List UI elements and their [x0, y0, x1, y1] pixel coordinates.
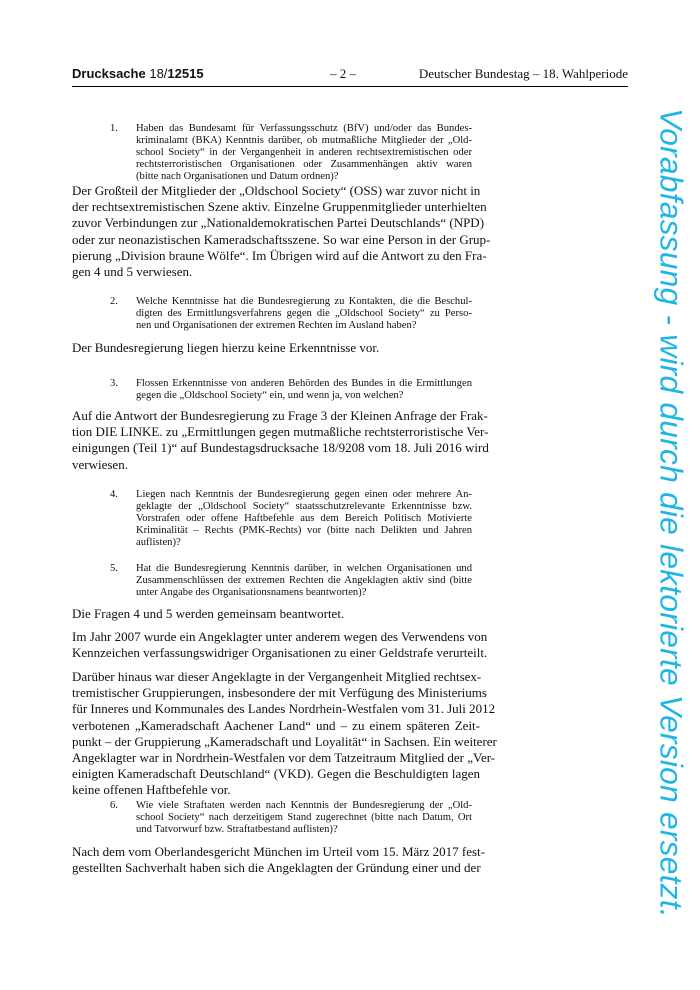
question-line: Welche Kenntnisse hat die Bundesregierung zu Kontakten, die die Beschul- — [136, 296, 472, 307]
answer-4-5-paragraph-2 — [72, 629, 488, 661]
question-line: Hat die Bundesregierung Kenntnis darüber, in welchen Organisationen und — [136, 563, 472, 574]
answer-line: punkt – der Gruppierung „Kameradschaft und Loyalität“ in Sachsen. Ein weiterer — [72, 733, 497, 749]
answer-line: verwiesen. — [72, 456, 128, 472]
question-number: 4. — [110, 489, 118, 500]
answer-line: verbotenen „Kameradschaft Aachener Land“ und – zu einem späteren Zeit- — [72, 717, 480, 733]
answer-line: einigungen (Teil 1)“ auf Bundestagsdrucksache 18/9208 vom 18. Juli 2016 wird — [72, 440, 489, 456]
question-4 — [110, 489, 472, 549]
answer-line: gestellten Sachverhalt haben sich die Angeklagten der Gründung einer und der — [72, 860, 481, 876]
question-line: rechtsterroristischen Organisationen oder Zusammenhängen aktiv waren — [136, 159, 472, 171]
answer-line: tion DIE LINKE. zu „Ermittlungen gegen mutmaßliche rechtsterroristische Ver- — [72, 424, 489, 440]
question-line: geklagte der „Oldschool Society“ staatsschutzrelevante Erkenntnisse bzw. — [136, 501, 472, 513]
answer-3 — [72, 408, 489, 473]
answer-line: Der Großteil der Mitglieder der „Oldschool Society“ (OSS) war zuvor nicht in — [72, 183, 481, 198]
answer-1 — [72, 183, 491, 280]
answer-line: für Inneres und Kommunales des Landes Nordrhein-Westfalen vom 31. Juli 2012 — [72, 701, 496, 717]
page-number: – 2 – — [330, 66, 356, 81]
answer-line: Angeklagter war in Nordrhein-Westfalen vor dem Tatzeitraum Mitglied der „Ver- — [72, 750, 496, 766]
question-5 — [110, 563, 472, 599]
question-line: Kriminalität – Rechts (PMK-Rechts) vor (bitte nach Delikten und Jahren — [136, 525, 472, 537]
question-line: auflisten)? — [136, 537, 181, 549]
answer-6 — [72, 844, 485, 876]
answer-line: Kennzeichen verfassungswidriger Organisationen zu einer Geldstrafe verurteilt. — [72, 645, 488, 661]
answer-line: Nach dem vom Oberlandesgericht München im Urteil vom 15. März 2017 fest- — [72, 844, 485, 859]
question-line: Flossen Erkenntnisse von anderen Behörden des Bundes in die Ermittlungen — [136, 378, 472, 389]
document-number — [72, 66, 204, 82]
doc-series: 18/ — [149, 66, 168, 81]
question-line: Liegen nach Kenntnis der Bundesregierung gegen einen oder mehrere An- — [136, 489, 472, 500]
question-number: 6. — [110, 800, 118, 811]
draft-watermark — [648, 108, 694, 920]
answer-line: Im Jahr 2007 wurde ein Angeklagter unter anderem wegen des Verwendens von — [72, 629, 488, 644]
doc-label: Drucksache — [72, 66, 146, 81]
answer-line: zuvor Verbindungen zur „Nationaldemokratischen Partei Deutschlands“ (NPD) — [72, 215, 485, 231]
answer-line: Die Fragen 4 und 5 werden gemeinsam beantwortet. — [72, 606, 345, 621]
answer-line: tremistischer Gruppierungen, insbesondere der mit Verfügung des Ministeriums — [72, 685, 487, 701]
question-line: school Society“ in der Vergangenheit in anderen rechtsextremistischen oder — [136, 147, 472, 159]
answer-line: pierung „Division braune Wölfe“. Im Übrigen wird auf die Antwort zu den Fra- — [72, 247, 487, 263]
question-number: 2. — [110, 296, 118, 307]
question-line: und Tatvorwurf bzw. Straftatbestand auflisten)? — [136, 824, 338, 836]
question-line: kriminalamt (BKA) Kenntnis darüber, ob mutmaßliche Mitglieder der „Old- — [136, 135, 472, 147]
question-line: digten des Ermittlungsverfahrens gegen die „Oldschool Society“ zu Perso- — [136, 308, 472, 320]
answer-4-5-intro — [72, 606, 480, 622]
question-line: (bitte nach Organisationen und Datum ordnen)? — [136, 171, 339, 183]
answer-line: oder zur neonazistischen Kameradschaftsszene. So war eine Person in der Grup- — [72, 231, 491, 247]
question-1 — [110, 123, 472, 183]
question-number: 5. — [110, 563, 118, 574]
watermark-text: Vorabfassung - wird durch die lektorierte Version ersetzt. — [653, 108, 690, 918]
question-line: gegen die „Oldschool Society“ ein, und wenn ja, von welchen? — [136, 390, 404, 402]
answer-4-5-paragraph-3 — [72, 669, 497, 799]
answer-line: einigten Kameradschaft Deutschland“ (VKD). Gegen die Beschuldigten lagen — [72, 766, 480, 782]
answer-line: gen 4 und 5 verwiesen. — [72, 264, 193, 280]
question-line: Haben das Bundesamt für Verfassungsschutz (BfV) und/oder das Bundes- — [136, 123, 472, 134]
answer-line: der rechtsextremistischen Szene aktiv. Einzelne Gruppenmitglieder unterhielten — [72, 199, 487, 215]
answer-2 — [72, 340, 480, 356]
question-line: Vorstrafen oder offene Haftbefehle aus dem Bereich Politisch Motivierte — [136, 513, 472, 525]
answer-line: Auf die Antwort der Bundesregierung zu Frage 3 der Kleinen Anfrage der Frak- — [72, 408, 488, 423]
answer-line: Darüber hinaus war dieser Angeklagte in der Vergangenheit Mitglied rechtsex- — [72, 669, 482, 684]
parliament-label: Deutscher Bundestag – 18. Wahlperiode — [418, 66, 628, 81]
question-2 — [110, 296, 472, 332]
question-line: Wie viele Straftaten werden nach Kenntnis der Bundesregierung der „Old- — [136, 800, 472, 811]
question-line: nen und Organisationen der extremen Rechten im Ausland haben? — [136, 320, 417, 332]
answer-line: keine offenen Haftbefehle vor. — [72, 782, 231, 798]
doc-number: 12515 — [167, 66, 204, 81]
question-3 — [110, 378, 472, 402]
question-line: unter Angabe des Organisationsnamens beantworten)? — [136, 587, 367, 599]
question-6 — [110, 800, 472, 836]
question-number: 1. — [110, 123, 118, 134]
question-number: 3. — [110, 378, 118, 389]
question-line: school Society“ nach derzeitigem Stand zugerechnet (bitte nach Datum, Ort — [136, 812, 472, 824]
question-line: Zusammenschlüssen der extremen Rechten die Angeklagten aktiv sind (bitte — [136, 575, 472, 587]
answer-line: Der Bundesregierung liegen hierzu keine Erkenntnisse vor. — [72, 340, 380, 355]
page-header — [72, 66, 628, 87]
